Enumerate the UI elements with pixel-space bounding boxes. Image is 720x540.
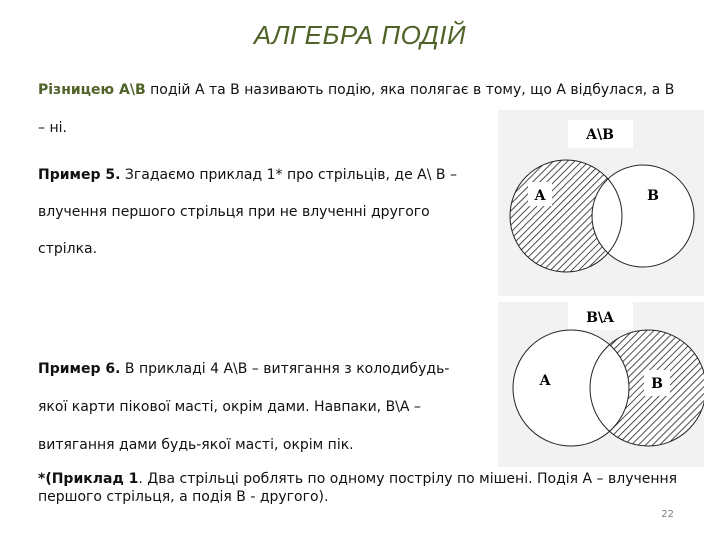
definition-text-line2: – ні. [38,120,67,136]
venn-diagram-b-minus-a [498,302,704,467]
example-5-line1: Згадаємо приклад 1* про стрільців, де А\ В – [120,167,457,183]
example-6-paragraph [38,360,478,454]
example-6-line1: В прикладі 4 A\B – витягання з колодибудь- [120,361,450,377]
diagram-2-label-a: A [539,373,551,389]
example-6-line2: якої карти пікової масті, окрім дами. Навпаки, B\A – [38,399,421,415]
diagram-1-label-b: B [647,188,659,204]
venn-diagram-a-minus-b [498,110,704,296]
example-6-line3: витягання дами будь-якої масті, окрім пік. [38,437,354,453]
example-5-paragraph [38,166,478,258]
example-5-line3: стрілка. [38,241,98,257]
diagram-1-label-a: A [534,188,546,204]
footnote [38,470,698,506]
page-title: АЛГЕБРА ПОДІЙ [253,20,467,50]
example-5-label: Пример 5. [38,167,121,183]
example-6-label: Пример 6. [38,361,121,377]
page-number: 22 [661,509,674,520]
definition-term: Різницею A\B [38,82,146,98]
definition-text: подій А та В називають подію, яка полягає в тому, що А відбулася, а В [145,82,675,98]
footnote-text: . Два стрільці роблять по одному пострілу по мішені. Подія А – влучення першого стрільця, а подія В - другого). [38,471,678,505]
diagram-1-caption: A\B [586,127,614,143]
diagram-1-circle-a-hatched [510,160,622,272]
footnote-lead: *(Приклад 1 [38,471,139,487]
example-5-line2: влучення першого стрільця при не влученні другого [38,204,430,220]
diagram-2-caption: B\A [586,310,614,326]
diagram-2-label-b: B [651,376,663,392]
